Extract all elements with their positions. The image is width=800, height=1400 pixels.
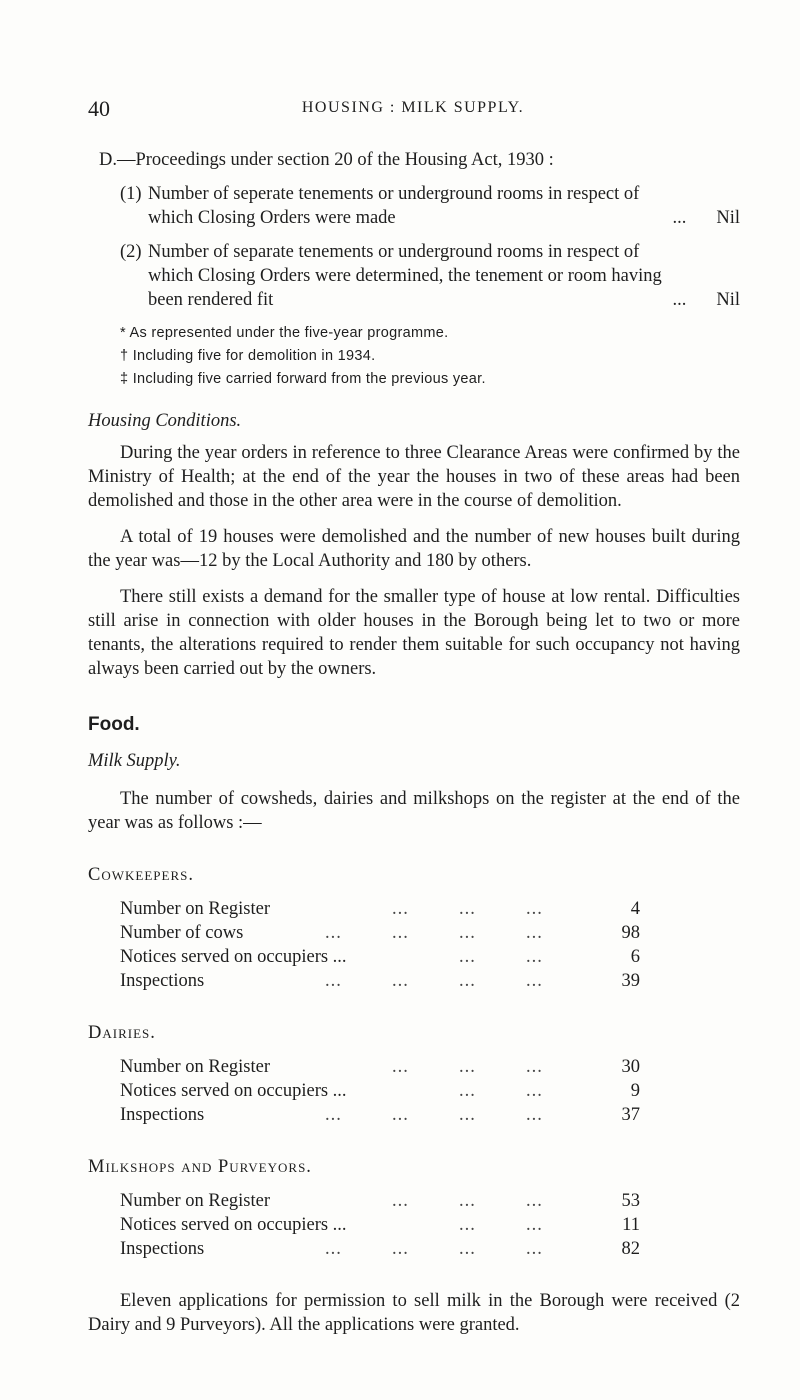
item-value-text: Nil	[716, 290, 740, 310]
milk-supply-heading: Milk Supply.	[88, 751, 181, 771]
dot-leader: ...	[459, 1239, 476, 1259]
item-dots: ...	[672, 208, 687, 228]
row-value: 6	[630, 947, 640, 967]
item-number: (1)	[120, 184, 142, 204]
section-d-heading: D.—Proceedings under section 20 of the Housing Act, 1930 :	[99, 150, 554, 170]
dot-leader: ...	[459, 1105, 476, 1125]
section-d-item	[88, 182, 740, 230]
page-header	[88, 96, 738, 128]
table-title-dairies: Dairies.	[88, 1023, 156, 1043]
table-row	[88, 1079, 740, 1103]
dot-leader: ...	[325, 923, 342, 943]
item-number: (2)	[120, 242, 142, 262]
dot-leader: ...	[526, 971, 543, 991]
row-label: Number of cows	[120, 923, 244, 943]
table-row	[88, 1237, 740, 1261]
row-label: Number on Register	[120, 1191, 271, 1211]
paragraph: A total of 19 houses were demolished and the number of new houses built during the year was—12 by the Local Authority and 180 by others.	[88, 527, 740, 571]
row-value: 39	[621, 971, 640, 991]
table-cowkeepers	[88, 897, 740, 993]
table-row	[88, 1055, 740, 1079]
food-heading: Food.	[88, 714, 140, 735]
section-d-item	[88, 240, 740, 312]
dot-leader: ...	[392, 923, 409, 943]
row-value: 98	[621, 923, 640, 943]
row-label: Number on Register	[120, 899, 271, 919]
dot-leader: ...	[325, 1105, 342, 1125]
row-label: Notices served on occupiers ...	[120, 1081, 347, 1101]
dot-leader: ...	[392, 1105, 409, 1125]
table-title-milkshops: Milkshops and Purveyors.	[88, 1157, 312, 1177]
table-dairies	[88, 1055, 740, 1127]
row-dots	[344, 1055, 614, 1079]
paragraph: During the year orders in reference to three Clearance Areas were confirmed by the Ministry of Health; at the end of the year the houses in two of these areas had been demolished and those in the other area were in the course of demolition.	[88, 443, 740, 511]
row-label: Inspections	[120, 971, 205, 991]
table-title-cowkeepers: Cowkeepers.	[88, 865, 194, 885]
table-row	[88, 969, 740, 993]
table-row	[88, 921, 740, 945]
row-value: 30	[621, 1057, 640, 1077]
dot-leader: ...	[526, 1105, 543, 1125]
dot-leader: ...	[459, 1081, 476, 1101]
item-text: Number of seperate tenements or underground rooms in respect of which Closing Orders were made	[148, 184, 640, 228]
dot-leader: ...	[526, 899, 543, 919]
footnote: ‡ Including five carried forward from the previous year.	[120, 371, 486, 387]
table-row	[88, 945, 740, 969]
item-value	[672, 206, 740, 230]
row-dots	[344, 1189, 614, 1213]
row-label: Notices served on occupiers ...	[120, 947, 347, 967]
page-number: 40	[88, 96, 110, 121]
table-row	[88, 1213, 740, 1237]
dot-leader: ...	[392, 899, 409, 919]
paragraph: There still exists a demand for the smaller type of house at low rental. Difficulties still arise in connection with older houses in the Borough being let to two or more tenants, the alterations required to render them suitable for such occupancy not having always been carried out by the owners.	[88, 587, 740, 679]
closing-paragraph: Eleven applications for permission to sell milk in the Borough were received (2 Dairy and 9 Purveyors). All the applications were granted.	[88, 1291, 740, 1335]
row-dots	[325, 921, 614, 945]
dot-leader: ...	[459, 923, 476, 943]
row-dots	[344, 1079, 614, 1103]
row-dots	[344, 945, 614, 969]
row-value: 4	[630, 899, 640, 919]
dot-leader: ...	[526, 1191, 543, 1211]
dot-leader: ...	[459, 971, 476, 991]
row-value: 53	[621, 1191, 640, 1211]
dot-leader: ...	[459, 899, 476, 919]
running-title: HOUSING : MILK SUPPLY.	[301, 99, 525, 116]
dot-leader: ...	[459, 1191, 476, 1211]
row-value: 37	[621, 1105, 640, 1125]
table-milkshops	[88, 1189, 740, 1261]
row-value: 82	[621, 1239, 640, 1259]
item-dots: ...	[672, 290, 687, 310]
dot-leader: ...	[459, 947, 476, 967]
dot-leader: ...	[526, 1215, 543, 1235]
dot-leader: ...	[526, 947, 543, 967]
row-label: Inspections	[120, 1105, 205, 1125]
row-value: 11	[622, 1215, 640, 1235]
dot-leader: ...	[392, 1057, 409, 1077]
dot-leader: ...	[325, 971, 342, 991]
row-label: Inspections	[120, 1239, 205, 1259]
row-label: Number on Register	[120, 1057, 271, 1077]
row-value: 9	[630, 1081, 640, 1101]
dot-leader: ...	[325, 1239, 342, 1259]
item-text: Number of separate tenements or underground rooms in respect of which Closing Orders were determined, the tenement or room having been rendered fit	[148, 242, 662, 310]
dot-leader: ...	[392, 1191, 409, 1211]
table-row	[88, 897, 740, 921]
dot-leader: ...	[392, 971, 409, 991]
row-dots	[344, 1213, 614, 1237]
row-dots	[325, 1103, 614, 1127]
dot-leader: ...	[526, 1057, 543, 1077]
housing-conditions-heading: Housing Conditions.	[88, 411, 242, 431]
milk-intro: The number of cowsheds, dairies and milkshops on the register at the end of the year was as follows :—	[88, 789, 740, 833]
footnote: * As represented under the five-year programme.	[120, 325, 449, 341]
row-label: Notices served on occupiers ...	[120, 1215, 347, 1235]
dot-leader: ...	[526, 1081, 543, 1101]
dot-leader: ...	[459, 1215, 476, 1235]
dot-leader: ...	[526, 923, 543, 943]
dot-leader: ...	[392, 1239, 409, 1259]
footnote: † Including five for demolition in 1934.	[120, 348, 376, 364]
table-row	[88, 1103, 740, 1127]
item-value-text: Nil	[716, 208, 740, 228]
table-row	[88, 1189, 740, 1213]
item-value	[672, 288, 740, 312]
footnotes	[88, 322, 740, 391]
row-dots	[344, 897, 614, 921]
dot-leader: ...	[459, 1057, 476, 1077]
page-content	[88, 148, 740, 1337]
dot-leader: ...	[526, 1239, 543, 1259]
row-dots	[325, 969, 614, 993]
row-dots	[325, 1237, 614, 1261]
